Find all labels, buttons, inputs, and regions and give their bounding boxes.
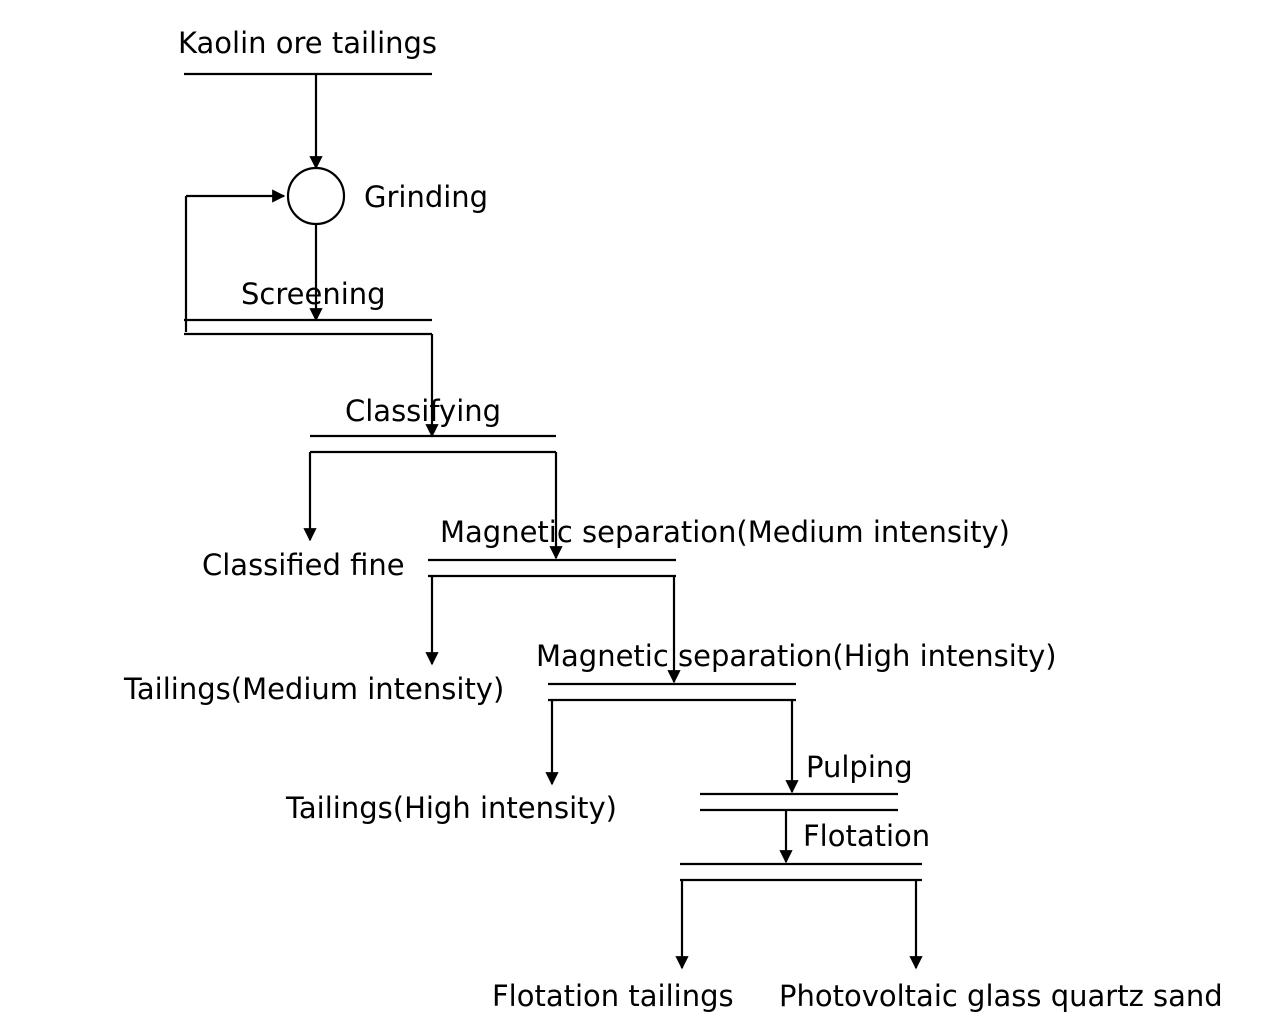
label-flotation: Flotation — [803, 819, 931, 853]
grinding-circle — [288, 168, 344, 224]
label-quartz-sand: Photovoltaic glass quartz sand — [779, 979, 1223, 1013]
label-mag-high: Magnetic separation(High intensity) — [536, 639, 1057, 673]
label-feed: Kaolin ore tailings — [178, 26, 438, 60]
label-pulping: Pulping — [806, 750, 913, 784]
label-classified-fine: Classified fine — [202, 548, 405, 582]
label-tail-high: Tailings(High intensity) — [286, 791, 617, 825]
label-screening: Screening — [241, 277, 386, 311]
label-flot-tailings: Flotation tailings — [492, 979, 734, 1013]
label-grinding: Grinding — [364, 180, 489, 214]
label-tail-medium: Tailings(Medium intensity) — [124, 672, 505, 706]
label-classifying: Classifying — [345, 394, 502, 428]
label-mag-medium: Magnetic separation(Medium intensity) — [440, 515, 1010, 549]
